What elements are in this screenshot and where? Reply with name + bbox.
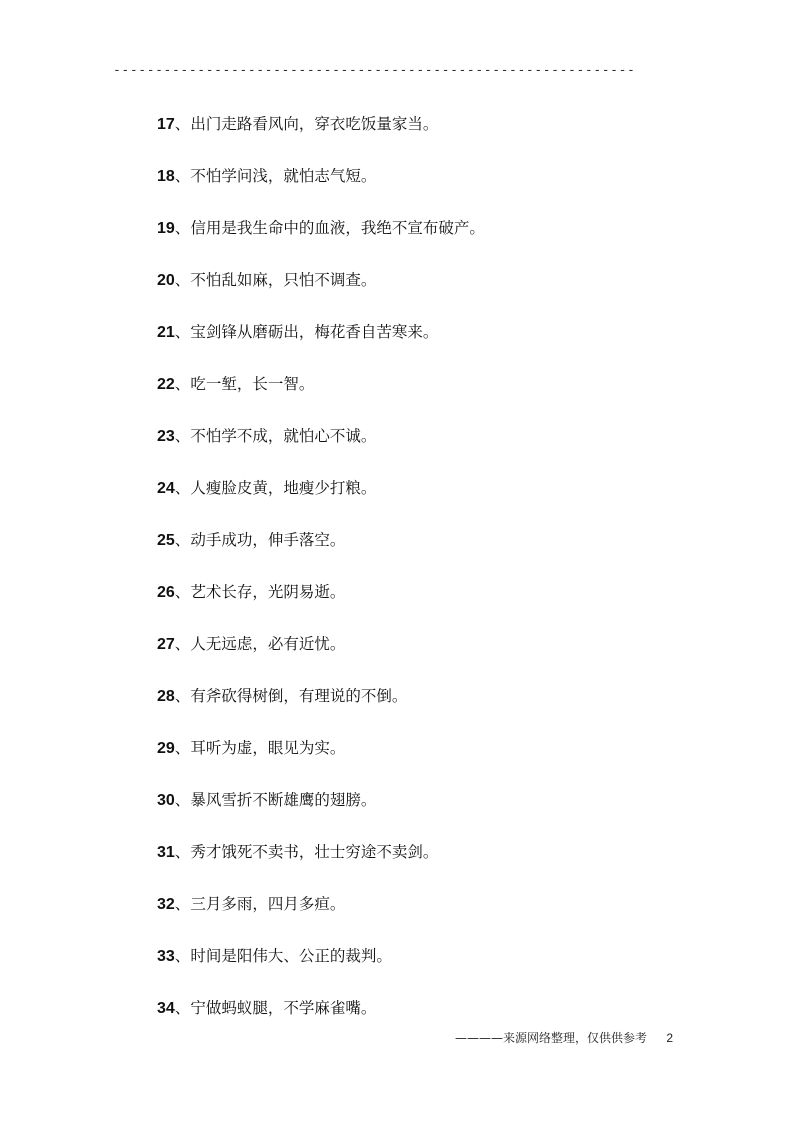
proverb-separator: 、 [174,947,191,965]
proverb-number: 23 [157,428,175,445]
proverb-item [157,680,717,732]
proverb-item [157,420,717,472]
proverb-number: 33 [157,948,175,965]
proverb-number: 22 [157,376,175,393]
proverb-text: 吃一堑，长一智。 [190,375,315,393]
proverb-number: 31 [157,844,175,861]
footer-source-note: ————来源网络整理，仅供供参考 [455,1031,648,1045]
proverb-item [157,888,717,940]
proverb-number: 21 [157,324,175,341]
proverb-number: 18 [157,168,175,185]
proverb-item [157,368,717,420]
proverb-text: 人瘦脸皮黄，地瘦少打粮。 [190,479,377,497]
proverb-text: 暴风雪折不断雄鹰的翅膀。 [190,791,377,809]
proverb-number: 30 [157,792,175,809]
proverb-number: 25 [157,532,175,549]
proverb-text: 三月多雨，四月多疸。 [190,895,346,913]
proverb-item [157,212,717,264]
proverb-text: 有斧砍得树倒，有理说的不倒。 [190,687,408,705]
proverb-separator: 、 [174,219,191,237]
proverb-separator: 、 [174,635,191,653]
proverb-text: 人无远虑，必有近忧。 [190,635,346,653]
proverb-text: 时间是阳伟大、公正的裁判。 [190,947,392,965]
proverb-text: 耳听为虚，眼见为实。 [190,739,346,757]
proverb-number: 24 [157,480,175,497]
proverb-item [157,940,717,992]
proverb-item [157,576,717,628]
proverb-number: 20 [157,272,175,289]
proverb-number: 26 [157,584,175,601]
proverb-number: 17 [157,116,175,133]
proverb-item [157,160,717,212]
proverb-item [157,784,717,836]
proverb-separator: 、 [174,479,191,497]
proverb-text: 不怕学不成，就怕心不诚。 [190,427,377,445]
proverb-number: 29 [157,740,175,757]
proverb-number: 32 [157,896,175,913]
proverb-separator: 、 [174,843,191,861]
proverb-text: 宁做蚂蚁腿，不学麻雀嘴。 [190,999,377,1017]
proverb-text: 宝剑锋从磨砺出，梅花香自苦寒来。 [190,323,439,341]
proverb-separator: 、 [174,167,191,185]
proverb-separator: 、 [174,115,191,133]
proverb-item [157,524,717,576]
proverb-number: 19 [157,220,175,237]
proverb-separator: 、 [174,583,191,601]
proverb-item [157,732,717,784]
page-footer [455,1028,685,1048]
proverb-text: 不怕乱如麻，只怕不调查。 [190,271,377,289]
proverb-separator: 、 [174,895,191,913]
proverb-text: 出门走路看风向，穿衣吃饭量家当。 [190,115,439,133]
proverb-separator: 、 [174,271,191,289]
proverb-text: 动手成功，伸手落空。 [190,531,346,549]
proverb-item [157,472,717,524]
header-dashed-rule: -------------------------------------------------------------- [113,63,636,78]
proverb-item [157,316,717,368]
proverb-item [157,264,717,316]
proverb-separator: 、 [174,791,191,809]
proverb-separator: 、 [174,687,191,705]
proverb-number: 28 [157,688,175,705]
proverb-text: 艺术长存，光阴易逝。 [190,583,346,601]
proverb-text: 不怕学问浅，就怕志气短。 [190,167,377,185]
proverb-separator: 、 [174,375,191,393]
proverb-item [157,836,717,888]
proverb-text: 信用是我生命中的血液，我绝不宣布破产。 [190,219,485,237]
proverb-item [157,628,717,680]
proverb-number: 34 [157,1000,175,1017]
proverb-separator: 、 [174,427,191,445]
proverb-item [157,108,717,160]
proverb-separator: 、 [174,323,191,341]
proverb-text: 秀才饿死不卖书，壮士穷途不卖剑。 [190,843,439,861]
proverb-number: 27 [157,636,175,653]
proverb-list [157,108,717,1044]
proverb-separator: 、 [174,999,191,1017]
proverb-separator: 、 [174,739,191,757]
proverb-separator: 、 [174,531,191,549]
page-number: 2 [666,1031,673,1045]
